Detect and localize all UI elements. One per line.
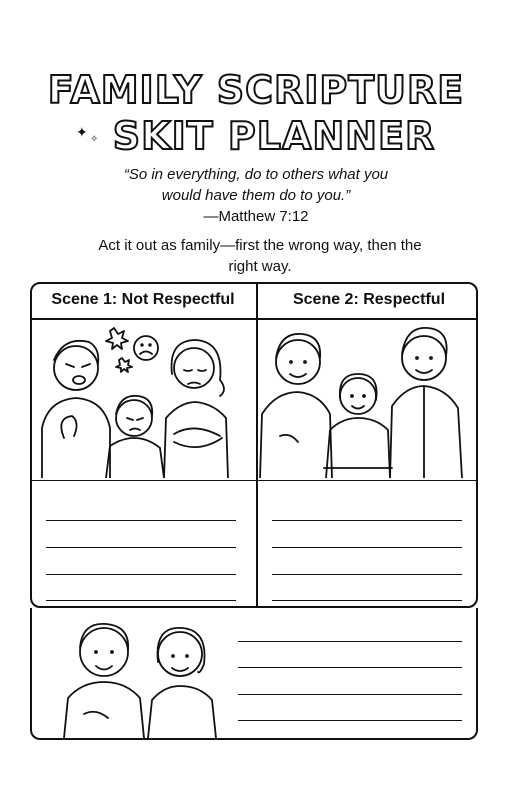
anger-burst-icon [106, 328, 128, 349]
writing-line[interactable] [238, 720, 462, 721]
writing-line[interactable] [46, 574, 236, 575]
writing-line[interactable] [272, 574, 462, 575]
writing-line[interactable] [46, 547, 236, 548]
verse-line1: “So in everything, do to others what you [123, 166, 389, 183]
writing-line[interactable] [272, 547, 462, 548]
writing-line[interactable] [272, 600, 462, 601]
writing-line[interactable] [46, 520, 236, 521]
instruction-line1: Act it out as family—first the wrong way, then the [98, 237, 422, 254]
sparkle-icon: ✧ [90, 134, 99, 145]
scene-2-title: Scene 2: Respectful [292, 291, 446, 308]
illustration-divider [32, 480, 476, 481]
writing-line[interactable] [272, 520, 462, 521]
writing-line[interactable] [238, 667, 462, 668]
instruction-line2: right way. [228, 258, 292, 275]
writing-line[interactable] [46, 600, 236, 601]
scene-1-title: Scene 1: Not Respectful [51, 291, 235, 308]
verse-reference: —Matthew 7:12 [203, 208, 309, 225]
verse-line2: would have them do to you.” [161, 187, 351, 204]
writing-line[interactable] [238, 641, 462, 642]
sparkle-icon: ✦ [76, 124, 88, 140]
page-title-line1: FAMILY SCRIPTURE [47, 68, 465, 112]
respectful-family-illustration [258, 318, 476, 478]
disrespectful-family-illustration [34, 318, 252, 478]
talking-pair-illustration [60, 614, 230, 738]
page-title-line2: SKIT PLANNER [112, 114, 436, 158]
frown-face-icon [134, 336, 158, 360]
writing-line[interactable] [238, 694, 462, 695]
